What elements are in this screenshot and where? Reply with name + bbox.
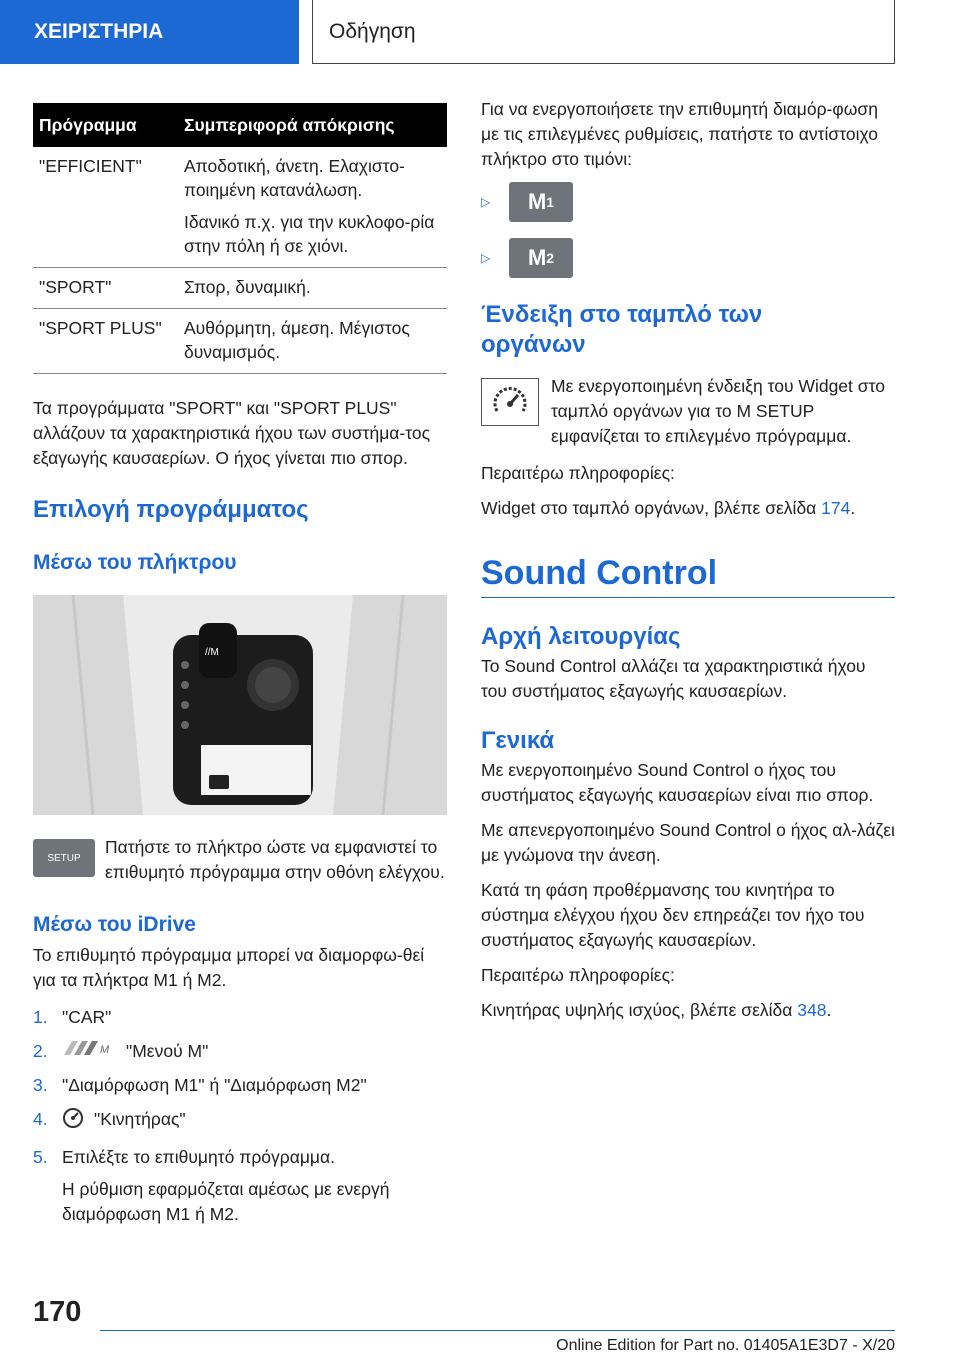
right-column <box>481 97 895 1033</box>
step-number: 4. <box>33 1109 48 1129</box>
center-console-image <box>33 595 447 815</box>
step-number: 1. <box>33 1007 48 1027</box>
chapter-title: Οδήγηση <box>329 19 416 43</box>
heading-via-button: Μέσω του πλήκτρου <box>33 551 237 574</box>
edition-text: Online Edition for Part no. 01405A1E3D7 - X/20 <box>556 1337 895 1354</box>
step-text: "CAR" <box>62 1007 112 1027</box>
reference-1: Widget στο ταμπλό οργάνων, βλέπε σελίδα 174. <box>481 498 856 518</box>
general-text-1: Με ενεργοποιημένο Sound Control ο ήχος του συστήματος εξαγωγής καυσαερίων είναι πιο σπορ. <box>481 760 874 805</box>
step-number: 5. <box>33 1147 48 1167</box>
step5-note: Η ρύθμιση εφαρμόζεται αμέσως με ενεργή διαμόρφωση M1 ή M2. <box>62 1179 390 1224</box>
table-row <box>33 309 447 374</box>
m2-button-icon[interactable] <box>509 238 573 278</box>
m1-row <box>481 182 895 222</box>
table-col-response: Συμπεριφορά απόκρισης <box>178 103 447 147</box>
list-item <box>33 1145 447 1170</box>
m2-label: M <box>527 245 547 270</box>
m2-row <box>481 238 895 278</box>
table-cell-text: Ιδανικό π.χ. για την κυκλοφο-ρία στην πόλη ή σε χιόνι. <box>184 212 435 256</box>
reference-2: Κινητήρας υψηλής ισχύος, βλέπε σελίδα 348. <box>481 1000 832 1020</box>
table-header <box>33 103 447 147</box>
step-text: Επιλέξτε το επιθυμητό πρόγραμμα. <box>62 1147 335 1167</box>
list-item <box>33 1039 447 1064</box>
principle-text: Το Sound Control αλλάζει τα χαρακτηριστικά ήχου του συστήματος εξαγωγής καυσαερίων. <box>481 656 866 701</box>
section-title: ΧΕΙΡΙΣΤΗΡΙΑ <box>34 20 164 43</box>
chapter-tab[interactable] <box>312 0 895 64</box>
general-text-3: Κατά τη φάση προθέρμανσης του κινητήρα το σύστημα ελέγχου ήχου δεν επηρεάζει τον ήχο του συστήματος εξαγωγής καυσαερίων. <box>481 880 865 950</box>
m-menu-icon <box>62 1039 118 1064</box>
table-cell-text: Αποδοτική, άνετη. Ελαχιστο-ποιημένη κατανάλωση. <box>184 156 405 200</box>
reference-text: Widget στο ταμπλό οργάνων, βλέπε σελίδα <box>481 498 822 518</box>
table-row <box>33 268 447 309</box>
more-info-2: Περαιτέρω πληροφορίες: <box>481 965 675 985</box>
section-tab[interactable] <box>0 0 299 64</box>
step-text: "Μενού M" <box>126 1041 209 1061</box>
page-number: 170 <box>33 1296 82 1328</box>
bullet-icon: ▷ <box>481 251 491 265</box>
step-number: 3. <box>33 1075 48 1095</box>
heading-general: Γενικά <box>481 727 555 754</box>
page-link-174[interactable]: 174 <box>821 498 851 518</box>
setup-button-icon[interactable] <box>33 839 95 877</box>
left-column <box>33 103 447 1237</box>
table-cell <box>178 147 447 268</box>
section-divider <box>481 597 895 598</box>
activate-text: Για να ενεργοποιήσετε την επιθυμητή διαμόρ-φωση με τις επιλεγμένες ρυθμίσεις, πατήστε το αντίστοιχο πλήκτρο στο τιμόνι: <box>481 99 878 169</box>
list-item <box>33 1073 447 1098</box>
table-cell: "SPORT PLUS" <box>33 309 178 374</box>
table-row <box>33 147 447 268</box>
general-text-2: Με απενεργοποιημένο Sound Control ο ήχος αλ-λάζει με γνώμονα την άνεση. <box>481 820 895 865</box>
display-info <box>481 374 895 449</box>
m2-sup: 2 <box>546 250 555 266</box>
bullet-icon: ▷ <box>481 195 491 209</box>
m1-button-icon[interactable] <box>509 182 573 222</box>
heading-via-idrive: Μέσω του iDrive <box>33 913 196 936</box>
table-cell: Αυθόρμητη, άμεση. Μέγιστος δυναμισμός. <box>178 309 447 374</box>
intro-text: Τα προγράμματα "SPORT" και "SPORT PLUS" αλλάζουν τα χαρακτηριστικά ήχου των συστήμα-τος εξαγωγής καυσαερίων. Ο ήχος γίνεται πιο σπορ. <box>33 398 431 468</box>
step-text: "Διαμόρφωση M1" ή "Διαμόρφωση M2" <box>62 1075 367 1095</box>
more-info-1: Περαιτέρω πληροφορίες: <box>481 463 675 483</box>
svg-text://M: //M <box>205 647 219 658</box>
step-number: 2. <box>33 1041 48 1061</box>
idrive-text: Το επιθυμητό πρόγραμμα μπορεί να διαμορφω-θεί για τα πλήκτρα M1 ή M2. <box>33 945 425 990</box>
setup-button-label: SETUP <box>47 852 81 864</box>
table-cell: Σπορ, δυναμική. <box>178 268 447 309</box>
reference-text: Κινητήρας υψηλής ισχύος, βλέπε σελίδα <box>481 1000 798 1020</box>
table-col-program: Πρόγραμμα <box>33 103 178 147</box>
gauge-icon <box>481 378 539 426</box>
m1-label: M <box>527 189 547 214</box>
engine-icon <box>62 1107 88 1136</box>
console-illustration <box>33 595 447 815</box>
heading-select-program: Επιλογή προγράμματος <box>33 496 309 523</box>
steps-list <box>33 1005 447 1170</box>
m1-sup: 1 <box>546 194 555 210</box>
setup-instruction <box>33 835 447 885</box>
table-cell: "SPORT" <box>33 268 178 309</box>
setup-text: Πατήστε το πλήκτρο ώστε να εμφανιστεί το επιθυμητό πρόγραμμα στην οθόνη ελέγχου. <box>105 837 445 882</box>
list-item <box>33 1107 447 1136</box>
heading-display: Ένδειξη στο ταμπλό των οργάνων <box>481 301 763 358</box>
svg-text:M: M <box>100 1044 110 1056</box>
heading-principle: Αρχή λειτουργίας <box>481 623 681 650</box>
heading-sound-control: Sound Control <box>481 554 718 592</box>
display-text: Με ενεργοποιημένη ένδειξη του Widget στο ταμπλό οργάνων για το M SETUP εμφανίζεται το επιλεγμένο πρόγραμμα. <box>551 376 885 446</box>
table-cell: "EFFICIENT" <box>33 147 178 268</box>
program-table <box>33 103 447 374</box>
step-text: "Κινητήρας" <box>94 1109 186 1129</box>
footer-divider <box>100 1330 895 1331</box>
list-item <box>33 1005 447 1030</box>
page-link-348[interactable]: 348 <box>797 1000 827 1020</box>
